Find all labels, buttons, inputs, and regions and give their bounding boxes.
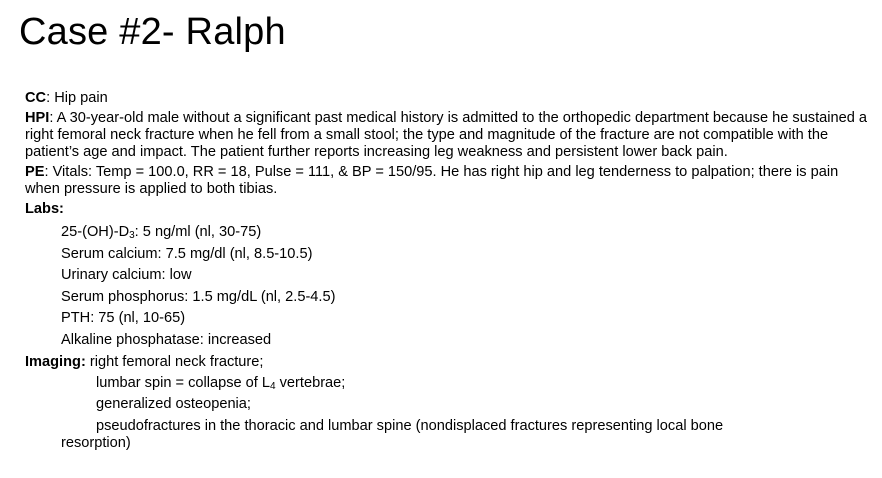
history-present-illness — [25, 110, 877, 161]
cc-text: : Hip pain — [46, 90, 108, 106]
lab-alkaline-phosphatase: Alkaline phosphatase: increased — [61, 331, 272, 348]
lab-urinary-calcium: Urinary calcium: low — [61, 267, 192, 284]
chief-complaint — [25, 90, 877, 107]
lab-serum-calcium: Serum calcium: 7.5 mg/dl (nl, 8.5-10.5) — [61, 245, 313, 262]
pe-text: : Vitals: Temp = 100.0, RR = 18, Pulse = 111, & BP = 150/95. He has right hip and leg tenderness to palpation; there is pain when pressure is applied to both tibias. — [25, 164, 839, 197]
imaging-femoral: right femoral neck fracture; — [85, 353, 264, 370]
pe-label: PE — [25, 164, 45, 180]
physical-exam — [25, 164, 877, 198]
cc-label: CC — [25, 90, 47, 106]
lab-pth: PTH: 75 (nl, 10-65) — [61, 310, 186, 327]
imaging-pseudo-line2: resorption) — [61, 434, 131, 451]
labs-heading: Labs: — [25, 201, 64, 217]
imaging-pseudofractures — [25, 418, 877, 452]
case-content — [25, 90, 877, 452]
lab-vitamin-d — [25, 224, 877, 241]
lab-vitd-prefix: 25-(OH)-D — [61, 224, 130, 240]
hpi-label: HPI — [25, 110, 50, 126]
imaging-first-line — [25, 354, 877, 371]
slide-title: Case #2- Ralph — [19, 11, 286, 53]
imaging-label: Imaging: — [25, 353, 86, 370]
imaging-lumbar-prefix: lumbar spin = collapse of L — [96, 374, 271, 391]
imaging-lumbar-suffix: vertebrae; — [275, 374, 346, 391]
imaging-lumbar — [25, 375, 877, 392]
imaging-pseudo-line1: pseudofractures in the thoracic and lumbar spine (nondisplaced fractures representing local bone — [96, 417, 724, 434]
imaging-lumbar-subscript: 4 — [270, 380, 276, 392]
lab-vitd-subscript: 3 — [129, 230, 135, 241]
lab-serum-phosphorus: Serum phosphorus: 1.5 mg/dL (nl, 2.5-4.5) — [61, 288, 336, 305]
hpi-text: : A 30-year-old male without a significant past medical history is admitted to the orthopedic department because he sustained a right femoral neck fracture when he fell from a small stool; the type and magnitude of the fracture are not compatible with the patient’s age and impact. The patient further reports increasing leg weakness and persistent lower back pain. — [25, 110, 868, 160]
imaging-osteopenia: generalized osteopenia; — [96, 396, 251, 413]
lab-vitd-value: : 5 ng/ml (nl, 30-75) — [134, 224, 262, 240]
